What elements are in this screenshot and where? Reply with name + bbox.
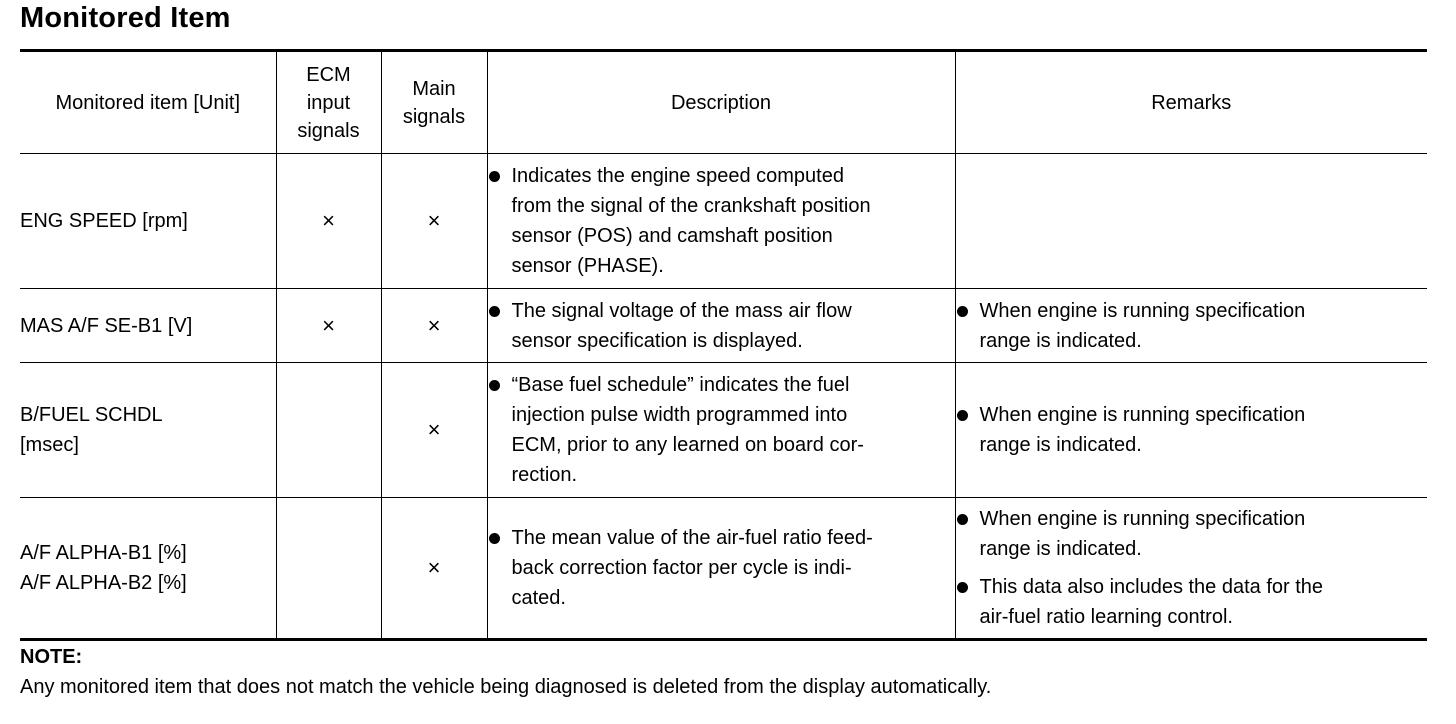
note-text: Any monitored item that does not match the vehicle being diagnosed is deleted from the display automatically. [20,676,992,698]
bullet-dot-icon [957,582,968,593]
remark-line: When engine is running specification [979,508,1306,530]
description-bullet [488,296,955,356]
remark-line: When engine is running specification [979,404,1306,426]
table-row [20,154,1427,289]
remark-bullet [956,504,1428,564]
remarks-cell [955,154,1427,289]
header-main-line: Main [412,77,456,100]
header-remarks: Remarks [955,51,1427,154]
monitored-item-name: A/F ALPHA-B1 [%] [20,542,187,564]
page-title: Monitored Item [20,2,231,34]
monitored-item-cell [20,498,276,640]
header-main-signals [381,51,487,154]
bullet-dot-icon [957,306,968,317]
monitored-item-cell [20,363,276,498]
remarks-cell [955,498,1427,640]
remarks-cell [955,363,1427,498]
bullet-dot-icon [489,171,500,182]
remark-line: This data also includes the data for the [979,576,1324,598]
table-row [20,289,1427,363]
monitored-item-name: B/FUEL SCHDL [20,404,163,426]
bullet-dot-icon [489,380,500,391]
monitored-item-name: A/F ALPHA-B2 [%] [20,572,187,594]
monitored-item-name: ENG SPEED [rpm] [20,210,188,232]
remark-bullet [956,400,1428,460]
remark-line: When engine is running specification [979,299,1306,322]
main-signal-mark: × [381,289,487,363]
monitored-item-table-wrapper [20,49,1427,641]
description-line: back correction factor per cycle is indi- [511,557,852,579]
monitored-item-unit: [msec] [20,434,79,456]
description-line: sensor (PHASE). [511,255,664,277]
description-line: sensor (POS) and camshaft position [511,225,833,247]
description-cell [487,154,955,289]
table-row [20,363,1427,498]
ecm-input-mark [276,363,381,498]
description-line: from the signal of the crankshaft position [511,195,871,217]
description-cell [487,363,955,498]
note-label: NOTE: [20,646,83,668]
description-line: Indicates the engine speed computed [511,165,844,187]
bullet-dot-icon [957,514,968,525]
description-bullet [488,370,955,490]
header-ecm-line: input [306,91,351,114]
monitored-item-name: MAS A/F SE-B1 [V] [20,314,193,337]
description-bullet [488,523,955,613]
description-line: ECM, prior to any learned on board cor- [511,434,864,456]
main-signal-mark: × [381,154,487,289]
header-ecm-input-signals [276,51,381,154]
description-cell [487,289,955,363]
remark-line: range is indicated. [979,538,1142,560]
table-row [20,498,1427,640]
main-signal-mark: × [381,498,487,640]
table-header-row [20,51,1427,154]
ecm-input-mark: × [276,154,381,289]
remark-bullet [956,572,1428,632]
remark-line: range is indicated. [979,434,1142,456]
remark-line: range is indicated. [979,329,1142,352]
bullet-dot-icon [489,306,500,317]
monitored-item-cell [20,154,276,289]
description-line: cated. [511,587,566,609]
bullet-dot-icon [957,410,968,421]
header-main-line: signals [402,105,466,128]
description-line: injection pulse width programmed into [511,404,848,426]
header-monitored-item: Monitored item [Unit] [20,51,276,154]
remark-bullet [956,296,1428,356]
description-line: sensor specification is displayed. [511,329,803,352]
monitored-item-cell [20,289,276,363]
description-line: The mean value of the air-fuel ratio feed- [511,527,873,549]
header-ecm-line: signals [297,119,360,142]
bullet-dot-icon [489,533,500,544]
ecm-input-mark [276,498,381,640]
description-line: “Base fuel schedule” indicates the fuel [511,374,850,396]
header-ecm-line: ECM [306,63,351,86]
header-description: Description [487,51,955,154]
description-bullet [488,161,955,281]
description-line: rection. [511,464,578,486]
ecm-input-mark: × [276,289,381,363]
description-cell [487,498,955,640]
description-line: The signal voltage of the mass air flow [511,299,852,322]
remark-line: air-fuel ratio learning control. [979,606,1233,628]
main-signal-mark: × [381,363,487,498]
monitored-item-table [20,49,1427,641]
remarks-cell [955,289,1427,363]
